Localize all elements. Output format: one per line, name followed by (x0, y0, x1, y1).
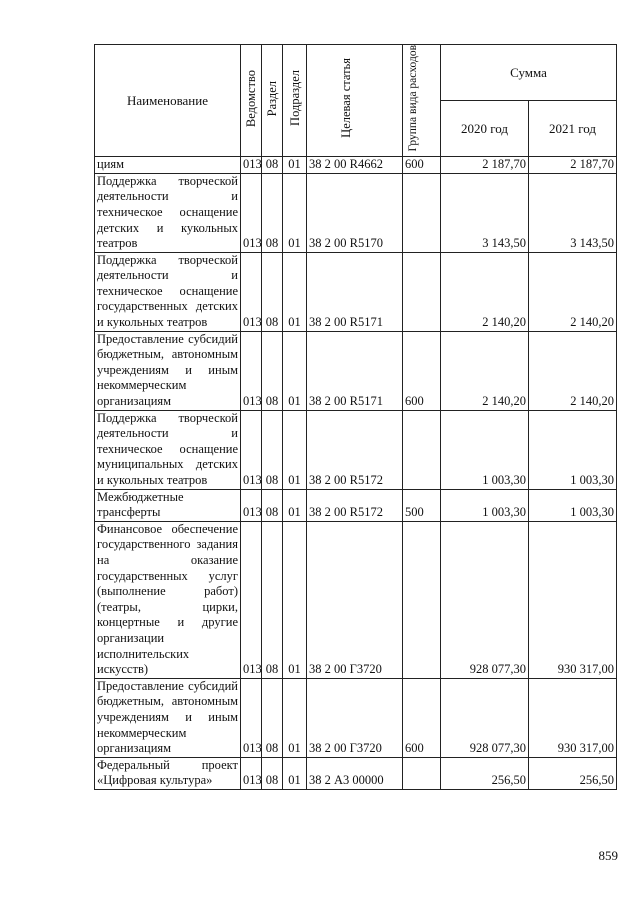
row-name: Межбюджетные трансферты (95, 489, 241, 521)
row-section: 08 (262, 410, 283, 489)
header-section (262, 45, 283, 157)
table-row (95, 410, 617, 489)
row-section: 08 (262, 157, 283, 174)
row-amount-2021: 930 317,00 (529, 521, 617, 678)
row-subsection: 01 (283, 678, 307, 757)
row-amount-2020: 3 143,50 (441, 173, 529, 252)
row-amount-2020: 1 003,30 (441, 410, 529, 489)
row-amount-2021: 1 003,30 (529, 489, 617, 521)
row-name: Предоставление субсидий бюджетным, автономным учреждениям и иным некоммерческим организациям (95, 331, 241, 410)
row-subsection: 01 (283, 331, 307, 410)
row-group (403, 757, 441, 789)
row-target: 38 2 А3 00000 (307, 757, 403, 789)
row-subsection: 01 (283, 521, 307, 678)
header-section-label: Раздел (265, 80, 279, 116)
row-dept: 013 (241, 157, 262, 174)
row-target: 38 2 00 R5171 (307, 331, 403, 410)
row-amount-2020: 2 140,20 (441, 331, 529, 410)
row-amount-2020: 1 003,30 (441, 489, 529, 521)
row-dept: 013 (241, 410, 262, 489)
row-group: 600 (403, 678, 441, 757)
row-group (403, 410, 441, 489)
table-row (95, 157, 617, 174)
header-name: Наименование (95, 45, 241, 157)
page-number: 859 (598, 848, 618, 863)
header-group (403, 45, 441, 157)
header-group-label: Группа вида расходов (406, 45, 419, 152)
row-name: Поддержка творческой деятельности и техническое оснащение государственных детских и кукольных театров (95, 252, 241, 331)
row-group (403, 521, 441, 678)
header-year-2021: 2021 год (529, 101, 617, 157)
table-row (95, 252, 617, 331)
header-subsection-label: Подраздел (287, 70, 302, 127)
row-group (403, 173, 441, 252)
row-subsection: 01 (283, 252, 307, 331)
row-target: 38 2 00 R4662 (307, 157, 403, 174)
row-amount-2020: 2 140,20 (441, 252, 529, 331)
row-name: циям (95, 157, 241, 174)
row-subsection: 01 (283, 173, 307, 252)
row-amount-2021: 2 187,70 (529, 157, 617, 174)
row-subsection: 01 (283, 757, 307, 789)
row-section: 08 (262, 331, 283, 410)
row-name: Федеральный проект «Цифровая культура» (95, 757, 241, 789)
row-amount-2021: 256,50 (529, 757, 617, 789)
header-subsection (283, 45, 307, 157)
budget-table (94, 44, 617, 790)
row-subsection: 01 (283, 489, 307, 521)
row-subsection: 01 (283, 157, 307, 174)
row-dept: 013 (241, 489, 262, 521)
row-section: 08 (262, 521, 283, 678)
row-target: 38 2 00 R5172 (307, 410, 403, 489)
row-section: 08 (262, 757, 283, 789)
row-amount-2020: 928 077,30 (441, 678, 529, 757)
row-subsection: 01 (283, 410, 307, 489)
row-name: Финансовое обеспечение государственного задания на оказание государственных услуг (выполнение работ) (театры, цирки, концертные и другие организации исполнительских искусств) (95, 521, 241, 678)
table-row (95, 331, 617, 410)
row-dept: 013 (241, 757, 262, 789)
row-group: 500 (403, 489, 441, 521)
row-name: Предоставление субсидий бюджетным, автономным учреждениям и иным некоммерческим организациям (95, 678, 241, 757)
row-dept: 013 (241, 521, 262, 678)
table-body (95, 157, 617, 790)
header-dept (241, 45, 262, 157)
row-amount-2021: 930 317,00 (529, 678, 617, 757)
row-group: 600 (403, 157, 441, 174)
row-amount-2020: 256,50 (441, 757, 529, 789)
row-group (403, 252, 441, 331)
row-dept: 013 (241, 252, 262, 331)
header-dept-label: Ведомство (244, 69, 258, 127)
row-section: 08 (262, 252, 283, 331)
row-name: Поддержка творческой деятельности и техническое оснащение муниципальных детских и кукольных театров (95, 410, 241, 489)
header-target-label: Целевая статья (338, 58, 353, 139)
table-row (95, 521, 617, 678)
row-amount-2021: 3 143,50 (529, 173, 617, 252)
table-header (95, 45, 617, 157)
row-name: Поддержка творческой деятельности и техническое оснащение детских и кукольных театров (95, 173, 241, 252)
row-dept: 013 (241, 173, 262, 252)
row-dept: 013 (241, 678, 262, 757)
row-group: 600 (403, 331, 441, 410)
table-row (95, 173, 617, 252)
row-amount-2021: 2 140,20 (529, 331, 617, 410)
table-row (95, 757, 617, 789)
row-target: 38 2 00 Г3720 (307, 678, 403, 757)
row-amount-2020: 2 187,70 (441, 157, 529, 174)
row-section: 08 (262, 173, 283, 252)
header-target (307, 45, 403, 157)
row-target: 38 2 00 Г3720 (307, 521, 403, 678)
header-year-2020: 2020 год (441, 101, 529, 157)
row-amount-2021: 1 003,30 (529, 410, 617, 489)
row-amount-2021: 2 140,20 (529, 252, 617, 331)
row-target: 38 2 00 R5171 (307, 252, 403, 331)
row-section: 08 (262, 678, 283, 757)
row-target: 38 2 00 R5172 (307, 489, 403, 521)
row-amount-2020: 928 077,30 (441, 521, 529, 678)
table-row (95, 489, 617, 521)
row-target: 38 2 00 R5170 (307, 173, 403, 252)
table-row (95, 678, 617, 757)
header-sum: Сумма (441, 45, 617, 101)
row-section: 08 (262, 489, 283, 521)
row-dept: 013 (241, 331, 262, 410)
